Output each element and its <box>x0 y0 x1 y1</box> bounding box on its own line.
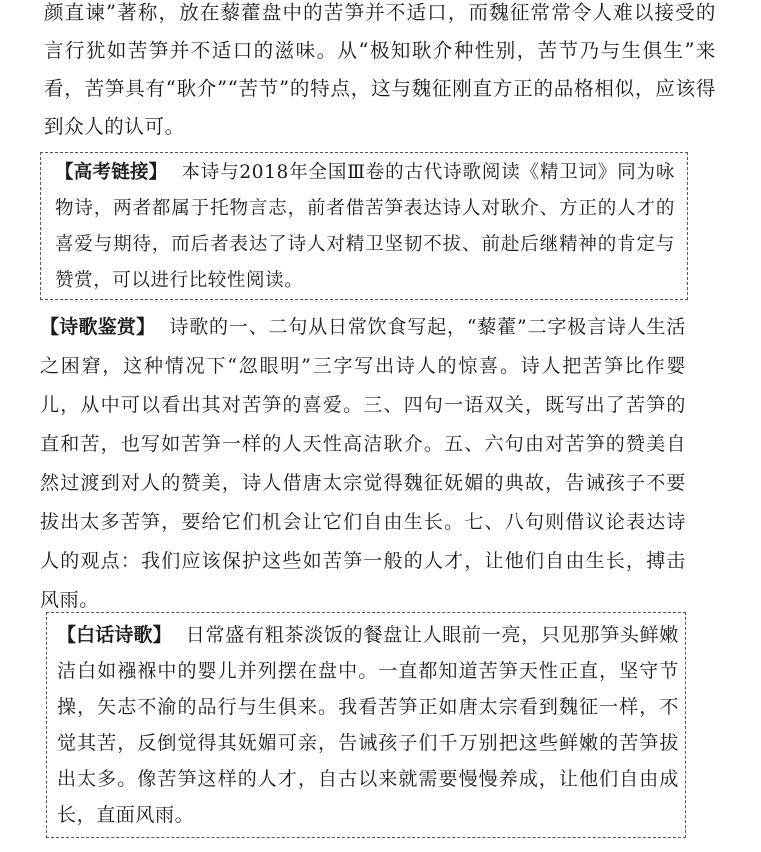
vernacular-text: 日常盛有粗茶淡饭的餐盘让人眼前一亮，只见那笋头鲜嫩洁白如襁褓中的婴儿并列摆在盘中。一直都知道苦笋天性正直，坚守节操，矢志不渝的品行与生俱来。我看苦笋正如唐太宗看到魏征一样，不觉其苦，反倒觉得其妩媚可亲，告诫孩子们千万别把这些鲜嫩的苦笋拔出太多。像苦笋这样的人才，自古以来就需要慢慢养成，让他们自由成长，直面风雨。 <box>57 624 679 826</box>
vernacular-tag: 【白话诗歌】 <box>57 624 172 646</box>
gaokao-link-text: 本诗与2018年全国Ⅲ卷的古代诗歌阅读《精卫词》同为咏物诗，两者都属于托物言志，前者借苦笋表达诗人对耿介、方正的人才的喜爱与期待，而后者表达了诗人对精卫坚韧不拔、前赴后继精神的肯定与赞赏，可以进行比较性阅读。 <box>55 162 675 291</box>
poem-appreciation-text: 诗歌的一、二句从日常饮食写起，“藜藿”二字极言诗人生活之困窘，这种情况下“忽眼明”三字写出诗人的惊喜。诗人把苦笋比作婴儿，从中可以看出其对苦笋的喜爱。三、四句一语双关，既写出了苦笋的直和苦，也写如苦笋一样的人天性高洁耿介。五、六句由对苦笋的赞美自然过渡到对人的赞美，诗人借唐太宗觉得魏征妩媚的典故，告诫孩子不要拔出太多苦笋，要给它们机会让它们自由生长。七、八句则借议论表达诗人的观点：我们应该保护这些如苦笋一般的人才，让他们自由生长，搏击风雨。 <box>40 316 686 611</box>
gaokao-link-box <box>40 152 688 300</box>
vernacular-box <box>46 612 686 838</box>
intro-paragraph <box>44 0 716 146</box>
poem-appreciation-paragraph <box>40 308 686 620</box>
vernacular-paragraph <box>57 617 679 833</box>
gaokao-link-tag: 【高考链接】 <box>55 162 168 183</box>
gaokao-link-paragraph <box>55 155 675 299</box>
poem-appreciation-tag: 【诗歌鉴赏】 <box>40 316 156 338</box>
intro-text: 颜直谏”著称，放在藜藿盘中的苦笋并不适口，而魏征常常令人难以接受的言行犹如苦笋并不适口的滋味。从“极知耿介种性别，苦节乃与生俱生”来看，苦笋具有“耿介”“苦节”的特点，这与魏征刚直方正的品格相似，应该得到众人的认可。 <box>44 1 716 138</box>
